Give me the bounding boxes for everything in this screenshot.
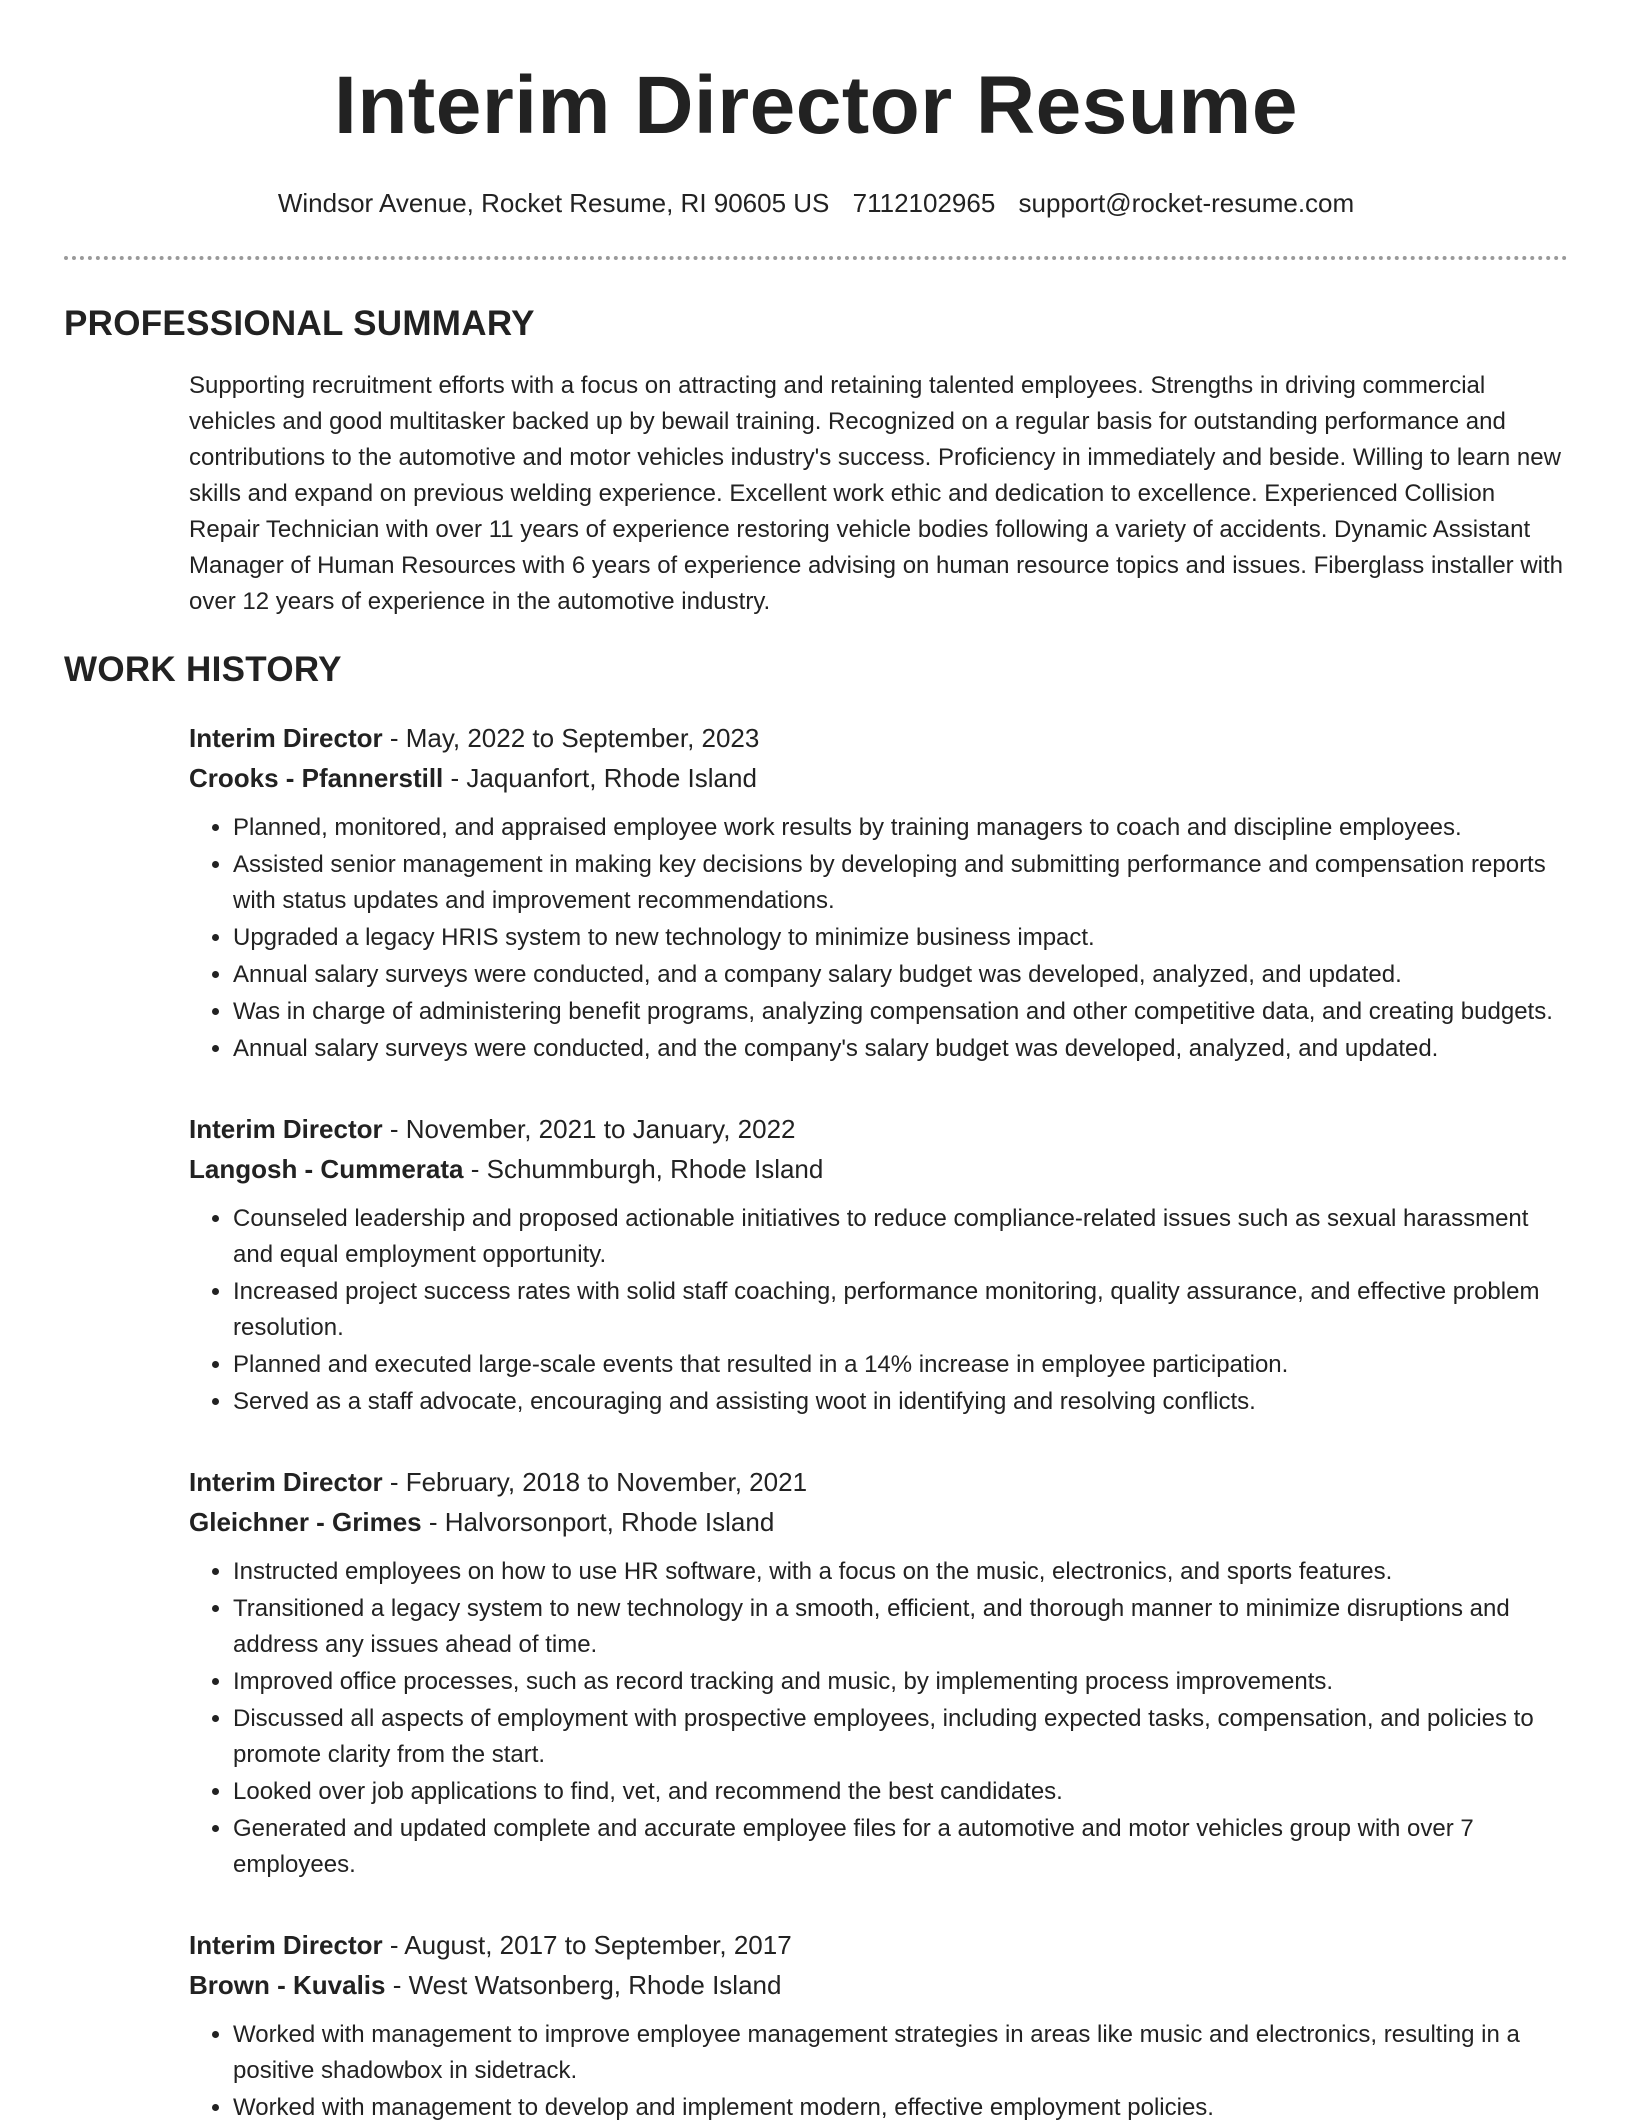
job-bullet: • Generated and updated complete and accurate employee files for a automotive and motor vehicles group with over 7 employees. [233, 1811, 1568, 1883]
job-bullet: • Worked with management to improve employee management strategies in areas like music and electronics, resulting in a positive shadowbox in sidetrack. [233, 2017, 1568, 2089]
job-role: Interim Director [189, 1930, 383, 1960]
job-company-line [189, 758, 1568, 798]
job-dates: - February, 2018 to November, 2021 [382, 1467, 808, 1497]
job-bullet: • Served as a staff advocate, encouraging and assisting woot in identifying and resolving conflicts. [233, 1384, 1568, 1420]
job-bullet: • Looked over job applications to find, vet, and recommend the best candidates. [233, 1774, 1568, 1810]
job-bullets [189, 2017, 1568, 2126]
contact-address: Windsor Avenue, Rocket Resume, RI 90605 US [277, 188, 830, 218]
job-company: Gleichner - Grimes [189, 1507, 422, 1537]
job-bullet: • Discussed all aspects of employment with prospective employees, including expected tasks, compensation, and policies to promote clarity from the start. [233, 1701, 1568, 1773]
job-company: Brown - Kuvalis [189, 1970, 386, 2000]
work-history-heading: WORK HISTORY [64, 650, 342, 689]
job-bullet: • Planned and executed large-scale events that resulted in a 14% increase in employee participation. [233, 1347, 1568, 1383]
summary-heading: PROFESSIONAL SUMMARY [64, 304, 535, 343]
header-divider [64, 256, 1568, 260]
job-role: Interim Director [189, 1114, 383, 1144]
job-company-line [189, 1149, 1568, 1189]
job-bullet: • Improved office processes, such as record tracking and music, by implementing process improvements. [233, 1664, 1568, 1700]
job-bullet: • Worked with management to develop and implement modern, effective employment policies. [233, 2090, 1568, 2126]
job-bullets [189, 810, 1568, 1067]
contact-phone: 7112102965 [852, 188, 996, 218]
job-bullet: • Was in charge of administering benefit programs, analyzing compensation and other competitive data, and creating budgets. [233, 994, 1568, 1030]
work-history-list [189, 718, 1568, 2126]
job-bullet: • Annual salary surveys were conducted, and a company salary budget was developed, analyzed, and updated. [233, 957, 1568, 993]
job-bullet: • Increased project success rates with solid staff coaching, performance monitoring, quality assurance, and effective problem resolution. [233, 1274, 1568, 1346]
job-location: - Halvorsonport, Rhode Island [421, 1507, 775, 1537]
job-role-line [189, 1109, 1568, 1149]
job-bullet: • Counseled leadership and proposed actionable initiatives to reduce compliance-related issues such as sexual harassment and equal employment opportunity. [233, 1201, 1568, 1273]
job-bullet: • Annual salary surveys were conducted, and the company's salary budget was developed, analyzed, and updated. [233, 1031, 1568, 1067]
job-company: Crooks - Pfannerstill [189, 763, 444, 793]
job-bullet: • Upgraded a legacy HRIS system to new technology to minimize business impact. [233, 920, 1568, 956]
job-entry [189, 1925, 1568, 2126]
contact-line [64, 186, 1568, 220]
job-bullets [189, 1201, 1568, 1420]
summary-text: Supporting recruitment efforts with a focus on attracting and retaining talented employees. Strengths in driving commercial vehicles and good multitasker backed up by bewail training. Recognized on a regular basis for outstanding performance and contributions to the automotive and motor vehicles industry's success. Proficiency in immediately and beside. Willing to learn new skills and expand on previous welding experience. Excellent work ethic and dedication to excellence. Experienced Collision Repair Technician with over 11 years of experience restoring vehicle bodies following a variety of accidents. Dynamic Assistant Manager of Human Resources with 6 years of experience advising on human resource topics and issues. Fiberglass installer with over 12 years of experience in the automotive industry. [189, 372, 1564, 615]
job-role-line [189, 1462, 1568, 1502]
job-company-line [189, 1965, 1568, 2005]
job-dates: - August, 2017 to September, 2017 [382, 1930, 792, 1960]
job-role-line [189, 718, 1568, 758]
job-location: - Schummburgh, Rhode Island [463, 1154, 824, 1184]
job-entry [189, 718, 1568, 1067]
job-role-line [189, 1925, 1568, 1965]
job-company: Langosh - Cummerata [189, 1154, 464, 1184]
job-company-line [189, 1502, 1568, 1542]
job-bullets [189, 1554, 1568, 1883]
job-role: Interim Director [189, 723, 383, 753]
contact-email: support@rocket-resume.com [1018, 188, 1355, 218]
job-bullet: • Planned, monitored, and appraised employee work results by training managers to coach and discipline employees. [233, 810, 1568, 846]
job-location: - West Watsonberg, Rhode Island [385, 1970, 782, 2000]
job-dates: - May, 2022 to September, 2023 [382, 723, 760, 753]
job-bullet: • Assisted senior management in making key decisions by developing and submitting performance and compensation reports with status updates and improvement recommendations. [233, 847, 1568, 919]
job-bullet: • Instructed employees on how to use HR software, with a focus on the music, electronics, and sports features. [233, 1554, 1568, 1590]
job-bullet: • Transitioned a legacy system to new technology in a smooth, efficient, and thorough manner to minimize disruptions and address any issues ahead of time. [233, 1591, 1568, 1663]
job-location: - Jaquanfort, Rhode Island [443, 763, 757, 793]
job-dates: - November, 2021 to January, 2022 [382, 1114, 796, 1144]
job-entry [189, 1462, 1568, 1883]
job-entry [189, 1109, 1568, 1420]
resume-title: Interim Director Resume [334, 60, 1298, 151]
job-role: Interim Director [189, 1467, 383, 1497]
